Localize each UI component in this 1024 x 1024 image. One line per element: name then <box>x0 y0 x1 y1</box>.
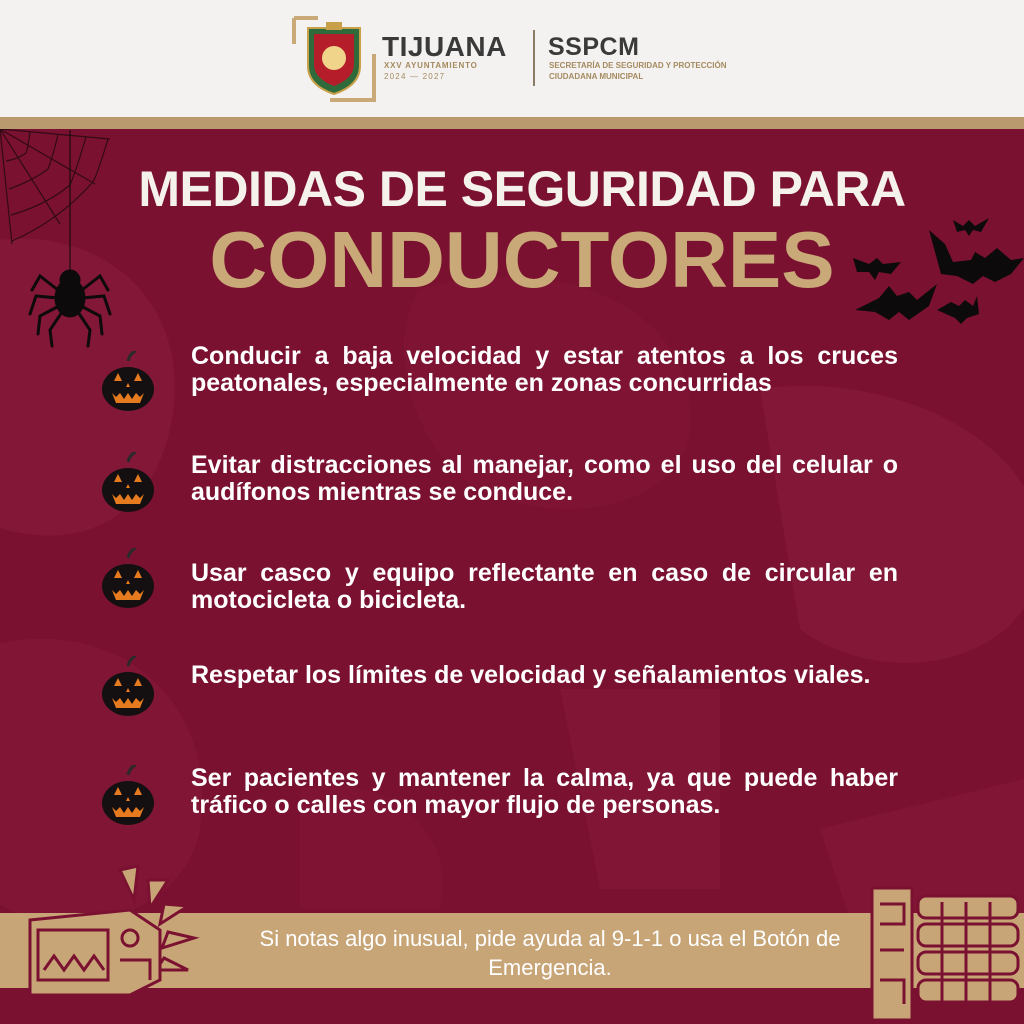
title-line-1: MEDIDAS DE SEGURIDAD PARA <box>138 161 906 217</box>
list-item <box>100 452 900 536</box>
agency-name: SSPCM <box>548 33 640 61</box>
agency-subtitle: SECRETARÍA DE SEGURIDAD Y PROTECCIÓN CIUDADANA MUNICIPAL <box>549 61 727 81</box>
city-years: 2024 — 2027 <box>384 72 446 81</box>
pumpkin-icon <box>100 452 156 514</box>
measure-text: Ser pacientes y mantener la calma, ya que puede haber tráfico o calles con mayor flujo de personas. <box>191 764 898 819</box>
logo-divider <box>533 30 535 86</box>
list-item <box>100 343 900 427</box>
institution-logos <box>290 14 740 106</box>
pumpkin-icon <box>100 656 156 718</box>
measure-text: Usar casco y equipo reflectante en caso de circular en motocicleta o bicicleta. <box>191 559 898 614</box>
pumpkin-icon <box>100 351 156 413</box>
measure-text: Evitar distracciones al manejar, como el uso del celular o audífonos mientras se conduce. <box>191 451 898 506</box>
serpent-icon <box>10 860 230 1010</box>
city-name: TIJUANA <box>382 31 507 62</box>
measure-text: Conducir a baja velocidad y estar atentos a los cruces peatonales, especialmente en zonas concurridas <box>191 342 898 397</box>
glyph-icon <box>862 880 1024 1020</box>
measure-text: Respetar los límites de velocidad y señalamientos viales. <box>191 661 871 689</box>
crest-icon <box>290 14 376 102</box>
header-bar <box>0 0 1024 117</box>
header-divider <box>0 117 1024 129</box>
list-item <box>100 765 900 849</box>
footer-message: Si notas algo inusual, pide ayuda al 9-1-1 o usa el Botón de Emergencia. <box>259 926 841 980</box>
pumpkin-icon <box>100 548 156 610</box>
pumpkin-icon <box>100 765 156 827</box>
title-line-2: CONDUCTORES <box>209 215 835 304</box>
list-item <box>100 662 900 726</box>
list-item <box>100 560 900 624</box>
city-subtitle: XXV AYUNTAMIENTO <box>384 61 478 70</box>
